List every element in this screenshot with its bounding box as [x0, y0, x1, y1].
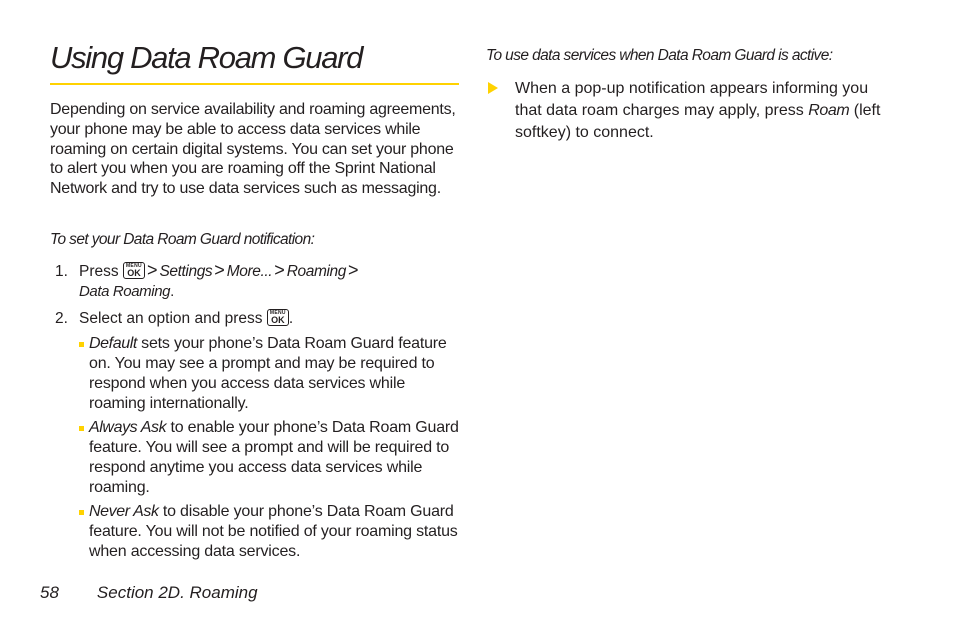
separator: > — [274, 260, 285, 280]
page-footer — [40, 583, 258, 603]
page-title: Using Data Roam Guard — [50, 40, 363, 75]
press-text: Press — [79, 263, 119, 280]
option-desc: to disable your phone’s Data Roam Guard feature. You will not be notified of your roaming status when accessing data services. — [89, 503, 458, 560]
bullet-icon — [79, 510, 84, 515]
option-desc: to enable your phone’s Data Roam Guard feature. You will see a prompt and will be required to respond anytime you access data services while roaming. — [89, 419, 459, 496]
roam-step — [488, 78, 888, 144]
option-term: Never Ask — [89, 503, 159, 520]
option-never-ask — [79, 502, 464, 562]
intro-paragraph: Depending on service availability and roaming agreements, your phone may be able to access data services while roaming on certain digital systems. You can set your phone to alert you when you are roaming off the Sprint National Network and try to use data services such as messaging. — [50, 101, 456, 198]
options-list — [79, 334, 464, 566]
title-underline — [50, 83, 459, 85]
bullet-icon — [79, 342, 84, 347]
option-term: Default — [89, 335, 137, 352]
step-text: Select an option and press — [79, 310, 263, 327]
roam-softkey-term: Roam — [808, 102, 850, 119]
section-name: Section 2D. Roaming — [96, 583, 258, 602]
arrow-bullet-icon — [488, 82, 498, 94]
bullet-icon — [79, 426, 84, 431]
menu-ok-key-icon: MENU OK — [267, 309, 289, 326]
separator: > — [347, 260, 359, 280]
separator: > — [214, 260, 225, 280]
option-term: Always Ask — [89, 419, 167, 436]
step-2: 2. Select an option and press MENU OK . — [55, 310, 294, 327]
menu-path-settings: Settings — [159, 263, 213, 280]
use-data-instruction: To use data services when Data Roam Guard is active: — [486, 47, 833, 64]
set-notification-instruction: To set your Data Roam Guard notification: — [50, 231, 315, 248]
menu-path-data-roaming: Data Roaming — [79, 283, 171, 300]
roam-step-end: (left softkey) to connect. — [515, 102, 881, 141]
menu-path-roaming: Roaming — [286, 263, 346, 280]
step-number: 2. — [55, 310, 68, 327]
option-desc: sets your phone’s Data Roam Guard feature on. You may see a prompt and may be required to respond when you access data services while roaming internationally. — [89, 335, 447, 412]
option-always-ask — [79, 418, 464, 498]
option-default — [79, 334, 464, 414]
step-number: 1. — [55, 263, 68, 280]
roam-step-text: When a pop-up notification appears informing you that data roam charges may apply, press — [515, 80, 869, 119]
separator: > — [146, 260, 158, 280]
menu-path-more: More... — [226, 263, 273, 280]
menu-ok-key-icon: MENU OK — [123, 262, 145, 279]
step-1: 1. Press MENU OK > Settings > More... > Roaming > Data Roaming. — [55, 260, 359, 300]
page-number: 58 — [40, 583, 59, 602]
